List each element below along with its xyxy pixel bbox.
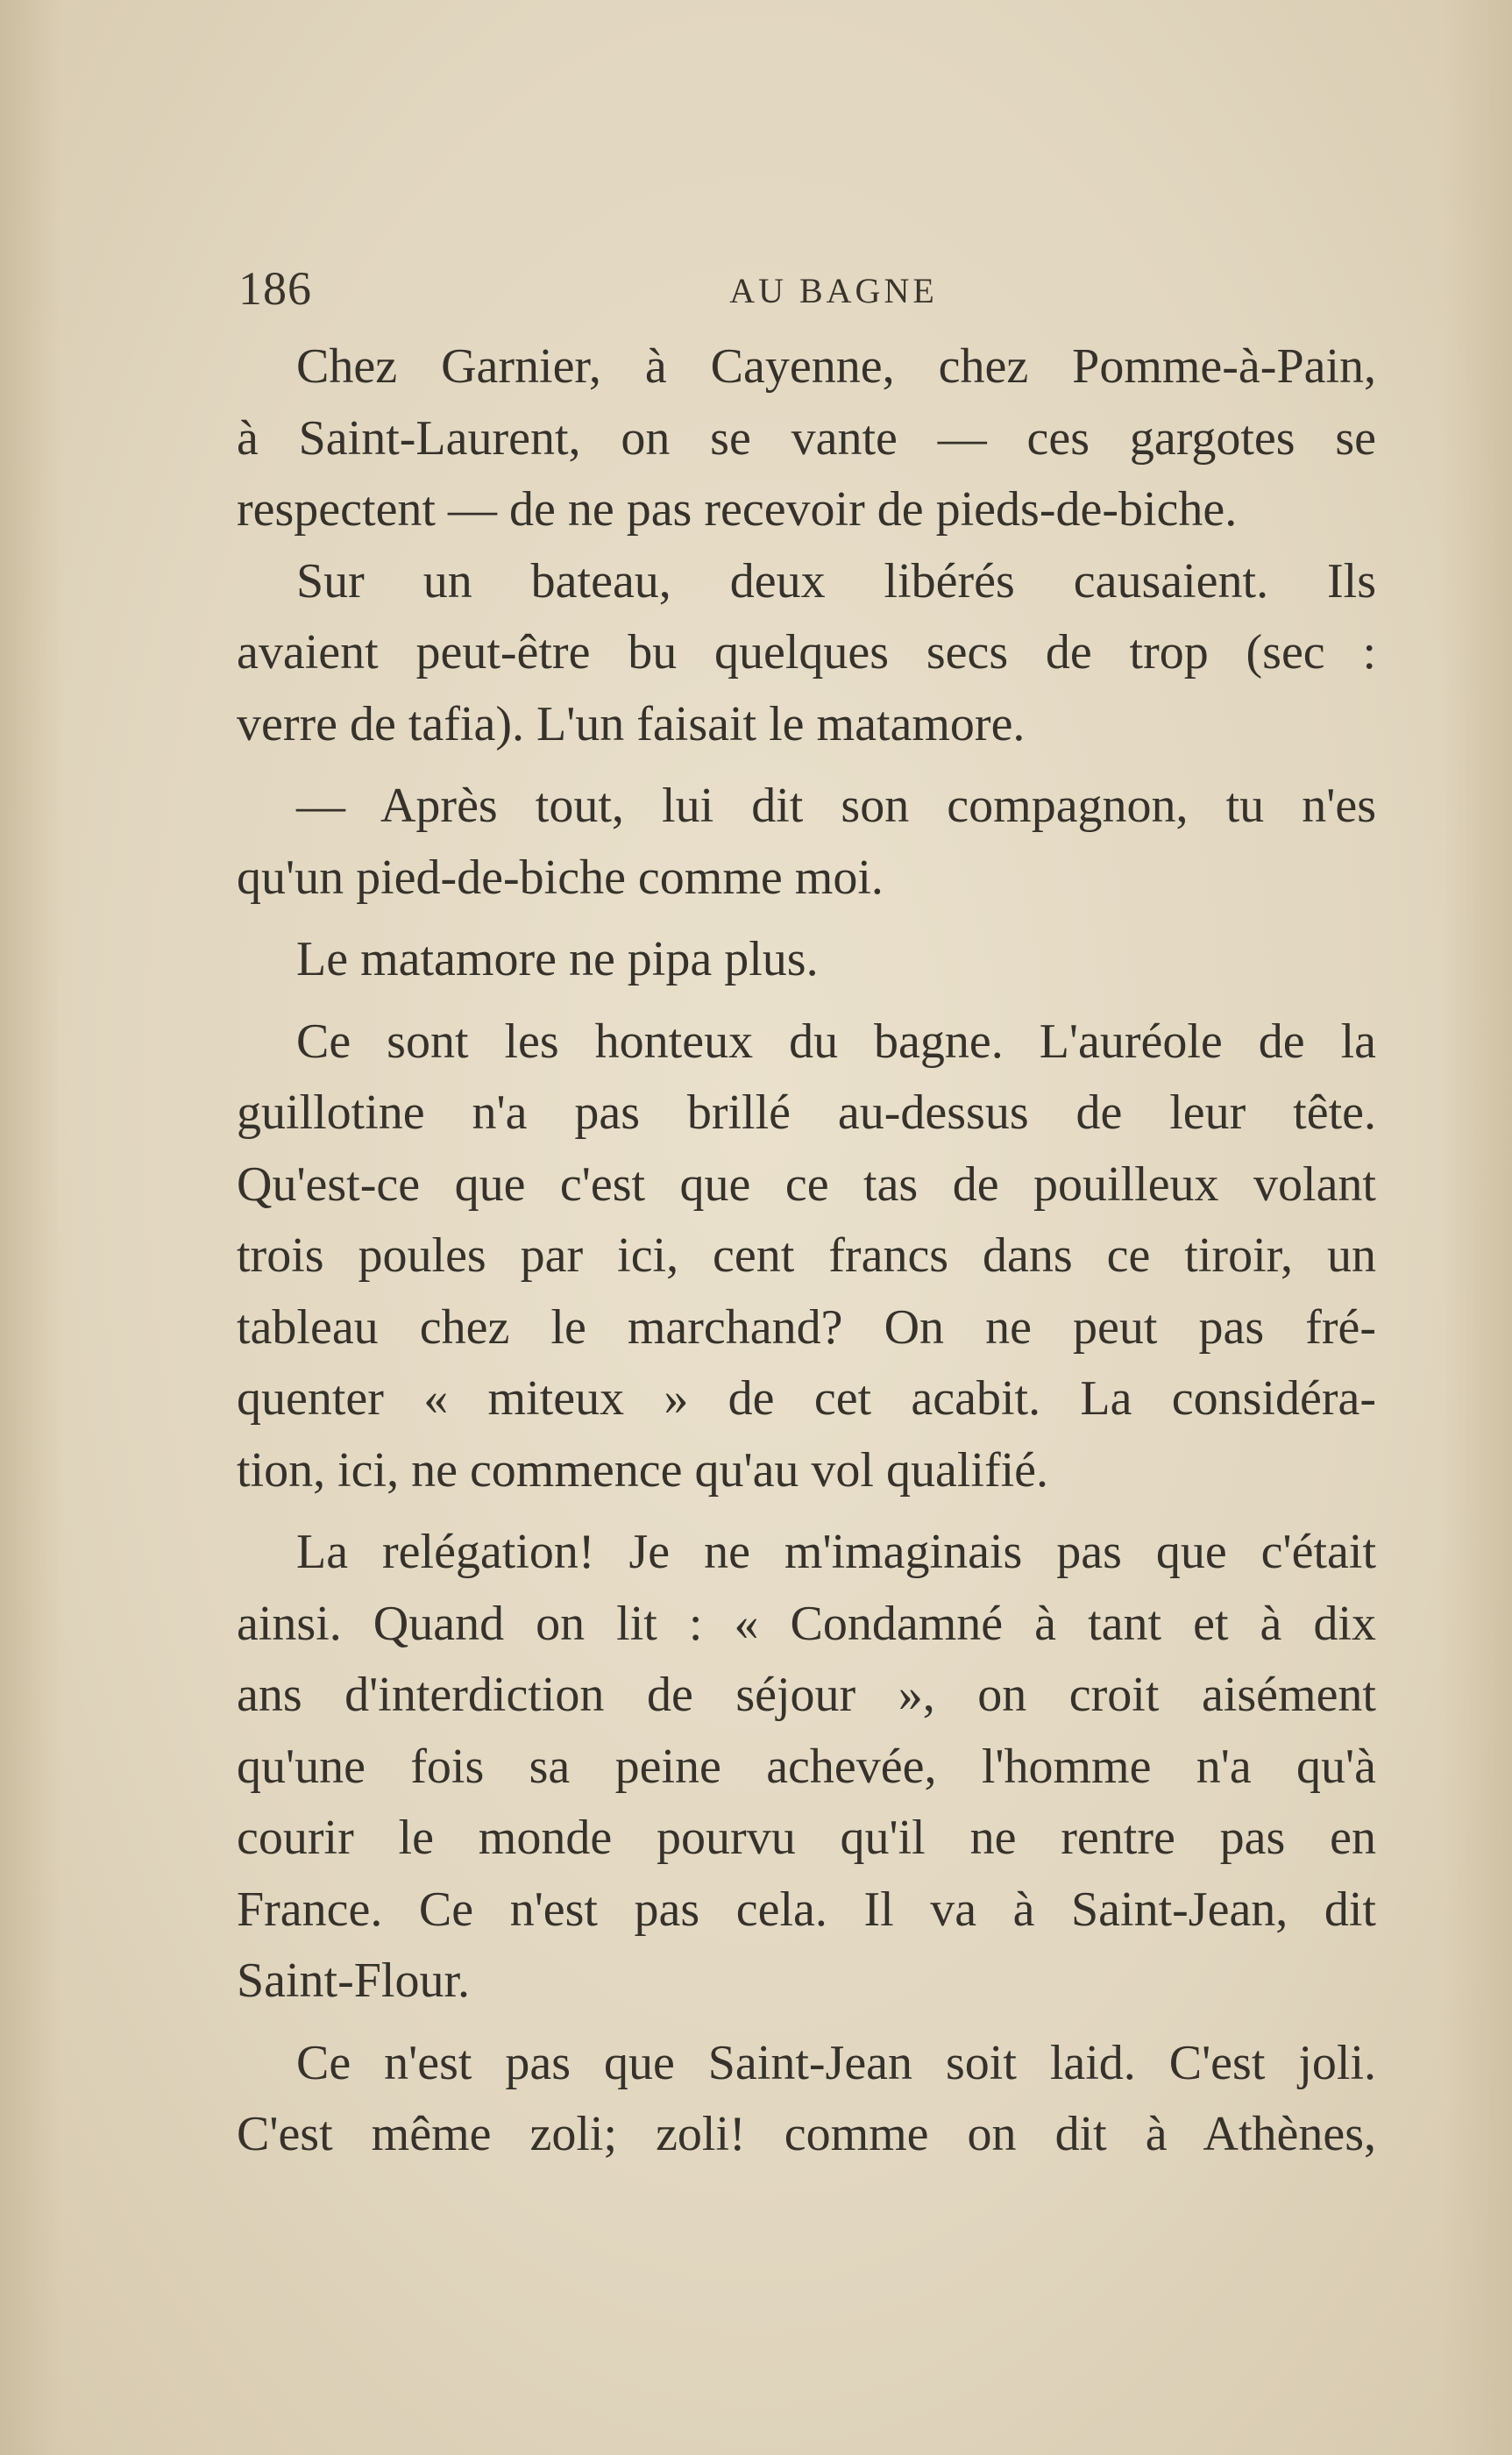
text-line: Ce sont les honteux du bagne. L'auréole de la (296, 1014, 1376, 1069)
text-line: Chez Garnier, à Cayenne, chez Pomme-à-Pain, (296, 339, 1376, 394)
text-line: avaient peut-être bu quelques secs de trop (sec : (237, 625, 1376, 680)
text-line: La relégation! Je ne m'imaginais pas que c'était (296, 1525, 1376, 1579)
paragraph (237, 771, 1376, 914)
text-line: Le matamore ne pipa plus. (296, 932, 819, 986)
text-line: ainsi. Quand on lit : « Condamné à tant et à dix (237, 1596, 1376, 1651)
text-line: Qu'est-ce que c'est que ce tas de pouilleux volant (237, 1156, 1376, 1212)
text-line: guillotine n'a pas brillé au-dessus de leur tête. (237, 1085, 1376, 1140)
paragraph (237, 546, 1376, 761)
paragraph-gap (237, 760, 1376, 771)
body-text (237, 331, 1376, 2171)
page-edge-shadow-right (1442, 0, 1512, 2455)
paragraph (237, 1517, 1376, 2017)
page-number: 186 (238, 262, 312, 315)
paragraph (237, 1007, 1376, 1507)
paragraph (237, 924, 1376, 996)
text-line: verre de tafia). L'un faisait le matamore. (237, 696, 1026, 751)
text-line: C'est même zoli; zoli! comme on dit à Athènes, (237, 2107, 1376, 2161)
text-line: qu'un pied-de-biche comme moi. (237, 850, 884, 905)
text-line: tableau chez le marchand? On ne peut pas fré- (237, 1299, 1376, 1355)
text-line: qu'une fois sa peine achevée, l'homme n'a qu'à (237, 1739, 1376, 1794)
text-line: — Après tout, lui dit son compagnon, tu n'es (296, 779, 1376, 833)
paragraph-gap (237, 2017, 1376, 2028)
paragraph-gap (237, 996, 1376, 1007)
text-line: respectent — de ne pas recevoir de pieds-de-biche. (237, 482, 1238, 537)
text-line: courir le monde pourvu qu'il ne rentre pas en (237, 1811, 1376, 1865)
paragraph-gap (237, 1506, 1376, 1517)
text-line: trois poules par ici, cent francs dans ce tiroir, un (237, 1228, 1376, 1283)
page-edge-shadow-left (0, 0, 61, 2455)
text-line: Saint-Flour. (237, 1953, 471, 2008)
text-line: ans d'interdiction de séjour », on croit aisément (237, 1668, 1376, 1722)
text-line: France. Ce n'est pas cela. Il va à Saint-Jean, dit (237, 1882, 1376, 1937)
text-line: Sur un bateau, deux libérés causaient. Ils (296, 553, 1376, 608)
text-line: tion, ici, ne commence qu'au vol qualifié. (237, 1442, 1049, 1498)
text-line: Ce n'est pas que Saint-Jean soit laid. C'est joli. (296, 2035, 1376, 2090)
running-title: AU BAGNE (729, 271, 938, 310)
text-line: à Saint-Laurent, on se vante — ces gargotes se (237, 410, 1376, 466)
text-line: quenter « miteux » de cet acabit. La considéra- (237, 1371, 1376, 1426)
paragraph-gap (237, 914, 1376, 924)
paragraph (237, 331, 1376, 546)
paragraph (237, 2028, 1376, 2171)
page-header (238, 261, 1376, 323)
